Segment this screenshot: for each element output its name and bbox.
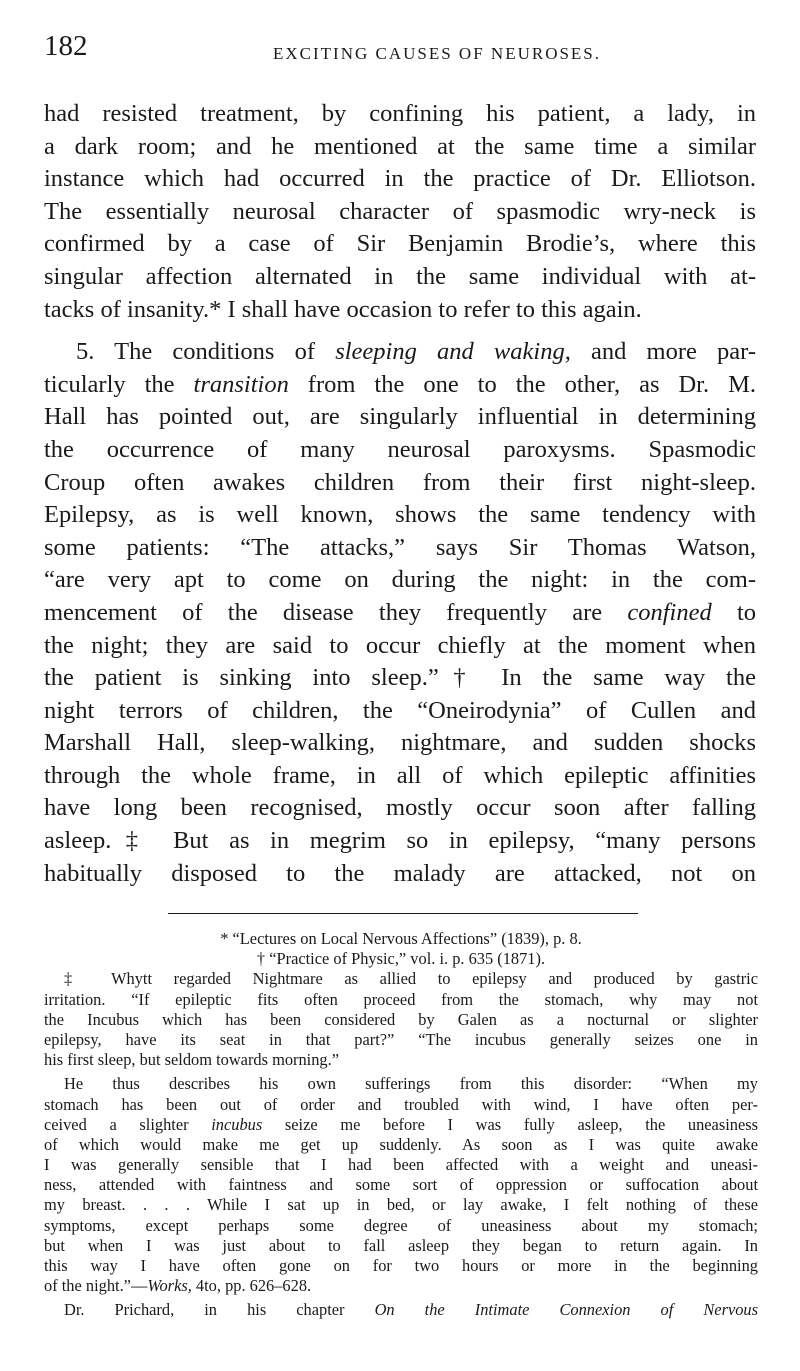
text-line: confirmed by a case of Sir Benjamin Brodie’s, where this [44, 230, 756, 258]
footnote-line: ‡ Whytt regarded Nightmare as allied to epilepsy and produced by gastric [64, 969, 758, 989]
text-run: of the night.”— [44, 1276, 148, 1296]
text-line: a dark room; and he mentioned at the same time a similar [44, 132, 756, 160]
italic-run: transition [193, 370, 289, 398]
footnote-line [44, 1276, 758, 1296]
text-line: some patients: “The attacks,” says Sir Thomas Watson, [44, 533, 756, 561]
text-run: 4to, pp. 626–628. [191, 1276, 312, 1296]
text-line: have long been recognised, mostly occur soon after falling [44, 794, 756, 822]
main-text [44, 98, 756, 890]
text-line: Marshall Hall, sleep-walking, nightmare, and sudden shocks [44, 729, 756, 757]
text-line [44, 369, 756, 402]
footnotes [44, 929, 758, 1321]
italic-run: confined [627, 598, 712, 626]
page-number: 182 [44, 30, 88, 62]
text-run: and more par- [570, 338, 756, 366]
footnote-line: irritation. “If epileptic fits often proceed from the stomach, why may not [44, 989, 758, 1009]
footnote-line: this way I have often gone on for two hours or more in the beginning [44, 1256, 758, 1275]
text-run: ceived a slighter [44, 1114, 212, 1134]
footnote-line: I was generally sensible that I had been affected with a weight and uneasi- [44, 1155, 758, 1175]
footnote-line: stomach has been out of order and troubled with wind, I have often per- [44, 1094, 758, 1114]
text-run: ticularly the [44, 370, 194, 398]
text-line: through the whole frame, in all of which epileptic affinities [44, 761, 756, 789]
running-head: EXCITING CAUSES OF NEUROSES. [272, 44, 602, 63]
text-run: to [711, 598, 756, 626]
footnote-line: He thus describes his own sufferings from this disorder: “When my [64, 1074, 758, 1094]
text-line: tacks of insanity.* I shall have occasion to refer to this again. [44, 295, 642, 323]
text-line: habitually disposed to the malady are attacked, not on [44, 859, 756, 887]
italic-run: sleeping and waking, [335, 338, 571, 366]
text-line: the occurrence of many neurosal paroxysms. Spasmodic [44, 435, 756, 463]
footnote-line [44, 1300, 758, 1320]
text-run: 5. The conditions of [76, 338, 336, 366]
footnote: * “Lectures on Local Nervous Affections” (1839), p. 8. [220, 929, 582, 948]
text-line: asleep.‡ But as in megrim so in epilepsy, “many persons [44, 827, 756, 855]
page-header [44, 30, 760, 70]
italic-run: On the Intimate Connexion of Nervous [374, 1300, 758, 1320]
footnote-line: epilepsy, have its seat in that part?” “The incubus generally seizes one in [44, 1029, 758, 1049]
text-line [44, 336, 756, 369]
text-line: Epilepsy, as is well known, shows the same tendency with [44, 501, 756, 529]
footnote-line [44, 1115, 758, 1135]
text-line: the night; they are said to occur chiefly at the moment when [44, 631, 756, 659]
text-line: had resisted treatment, by confining his patient, a lady, in [44, 100, 756, 127]
footnote: † “Practice of Physic,” vol. i. p. 635 (1871). [256, 949, 546, 969]
footnote-divider [168, 913, 638, 914]
text-run: mencement of the disease they frequently are [44, 598, 628, 626]
text-line: “are very apt to come on during the night: in the com- [44, 566, 756, 594]
footnote-line: the Incubus which has been considered by Galen as a nocturnal or slighter [44, 1009, 758, 1029]
footnote-line: of which would make me get up suddenly. As soon as I was quite awake [44, 1134, 758, 1154]
footnote-line: ness, attended with faintness and some sort of oppression or suffocation about [44, 1175, 758, 1195]
text-line: Croup often awakes children from their first night-sleep. [44, 468, 756, 496]
text-run: seize me before I was fully asleep, the uneasiness [262, 1114, 758, 1134]
footnote-line: my breast. . . . While I sat up in bed, or lay awake, I felt nothing of these [44, 1195, 758, 1215]
text-line: instance which had occurred in the practice of Dr. Elliotson. [44, 165, 756, 193]
text-line: singular affection alternated in the same individual with at- [44, 262, 756, 290]
text-line: night terrors of children, the “Oneirodynia” of Cullen and [44, 696, 756, 724]
footnote-line: symptoms, except perhaps some degree of uneasiness about my stomach; [44, 1215, 758, 1235]
footnote-line: but when I was just about to fall asleep they began to return again. In [44, 1235, 758, 1255]
text-run: Dr. Prichard, in his chapter [64, 1300, 375, 1320]
text-line [44, 597, 756, 630]
text-run: from the one to the other, as Dr. M. [288, 370, 756, 398]
italic-run: Works, [147, 1276, 192, 1296]
footnote-line: his first sleep, but seldom towards morning.” [44, 1050, 339, 1070]
text-line: the patient is sinking into sleep.”† In the same way the [44, 664, 756, 692]
text-line: Hall has pointed out, are singularly influential in determining [44, 403, 756, 431]
italic-run: incubus [211, 1114, 263, 1134]
text-line: The essentially neurosal character of spasmodic wry-neck is [44, 197, 756, 225]
